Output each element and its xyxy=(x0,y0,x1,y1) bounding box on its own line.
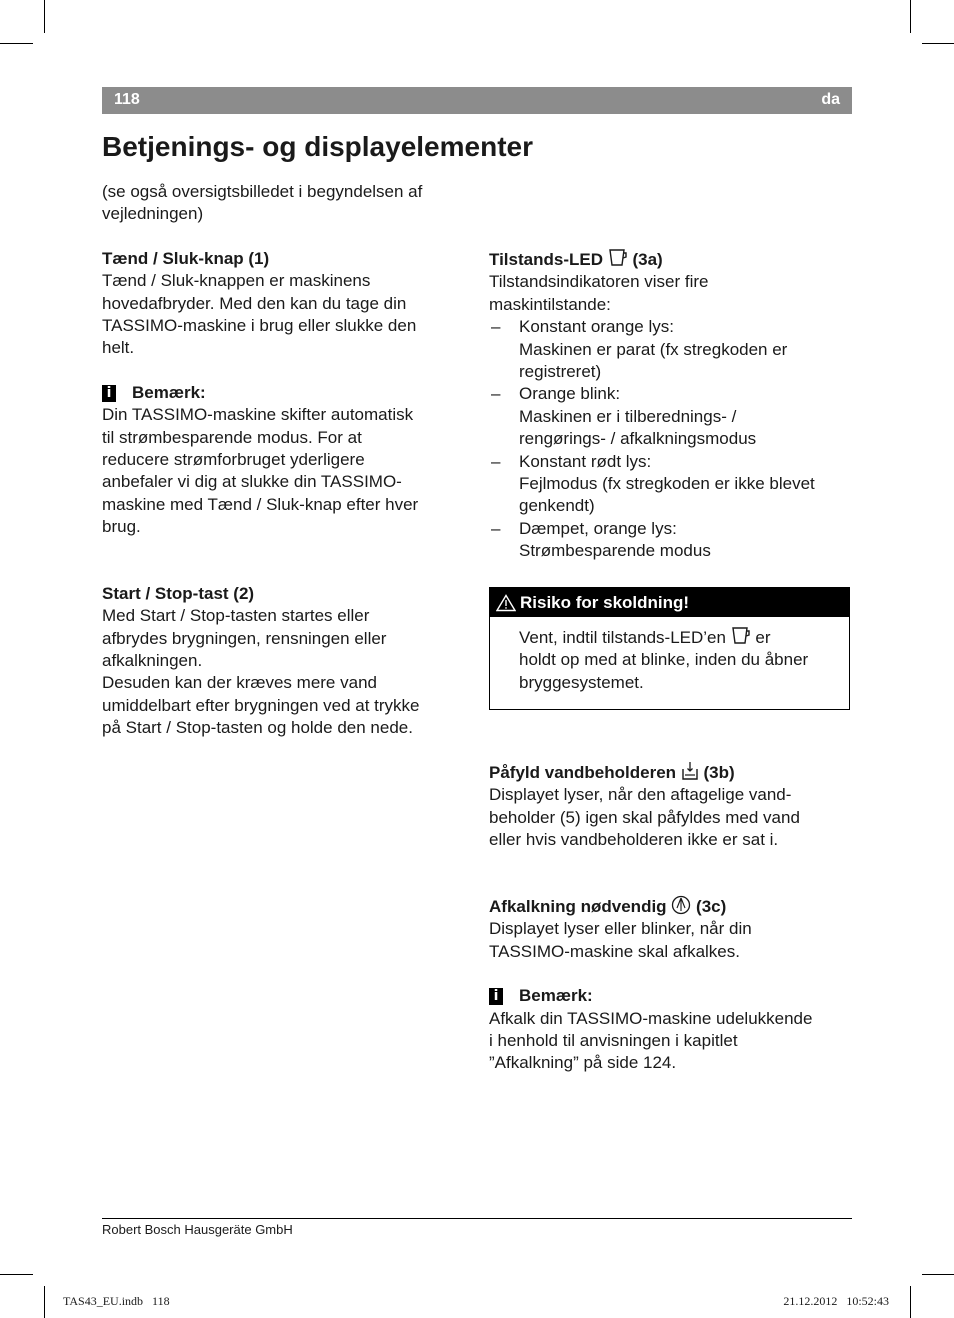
start-stop-heading: Start / Stop-tast (2) xyxy=(102,583,255,603)
scald-warning-box xyxy=(489,587,850,710)
footer-company: Robert Bosch Hausgeräte GmbH xyxy=(102,1222,293,1237)
note-text: Din TASSIMO-maskine skifter automatisk til strømbesparende modus. For at reducere strømforbruget yderligere anbefaler vi dig at slukke din TASSIMO- maskine med Tænd / Sluk-knap efter hver brug. xyxy=(102,405,419,537)
list-item: – Orange blink: Maskinen er i tilberednings- / rengørings- / afkalkningsmodus xyxy=(491,384,757,449)
print-slug-file: TAS43_EU.indb 118 xyxy=(63,1294,170,1308)
crop-mark xyxy=(922,43,954,44)
water-tank-icon xyxy=(681,761,699,781)
led-text: Tilstandsindikatoren viser fire maskintilstande: xyxy=(489,272,709,314)
list-item: – Konstant rødt lys: Fejlmodus (fx stregkoden er ikke blevet genkendt) xyxy=(491,451,815,516)
crop-mark xyxy=(44,1286,45,1318)
info-icon: i xyxy=(102,385,116,402)
crop-mark xyxy=(922,1274,954,1275)
led-heading: Tilstands-LED (3a) xyxy=(489,250,663,269)
start-stop-text: Med Start / Stop-tasten startes eller afbrydes brygningen, rensningen eller afkalkningen. Desuden kan der kræves mere vand umiddelbart efter brygningen ved at trykke på Start / Stop-tasten og holde den nede. xyxy=(102,606,420,738)
warning-heading: Risiko for skoldning! xyxy=(490,588,849,617)
crop-mark xyxy=(0,43,33,44)
led-state-list xyxy=(489,316,851,562)
list-item: – Dæmpet, orange lys: Strømbesparende modus xyxy=(491,518,711,561)
intro-text: (se også oversigtsbilledet i begyndelsen af vejledningen) xyxy=(102,182,423,224)
led-section xyxy=(489,248,851,563)
water-section xyxy=(489,761,851,852)
power-button-text: Tænd / Sluk-knappen er maskinens hovedafbryder. Med den kan du tage din TASSIMO-maskine i brug eller slukke den helt. xyxy=(102,271,417,358)
descale-section xyxy=(489,895,851,1075)
page-number: 118 xyxy=(114,91,140,108)
crop-mark xyxy=(910,1286,911,1318)
water-text: Displayet lyser, når den aftagelige vand- beholder (5) igen skal påfyldes med vand eller hvis vandbeholderen ikke er sat i. xyxy=(489,785,800,850)
page-header-bar xyxy=(102,87,852,114)
page-title: Betjenings- og displayelementer xyxy=(102,131,533,162)
left-column xyxy=(102,181,472,740)
print-slug-date: 21.12.2012 10:52:43 xyxy=(783,1294,889,1308)
note-heading: i Bemærk: xyxy=(489,985,851,1007)
crop-mark xyxy=(0,1274,33,1275)
info-icon: i xyxy=(489,988,503,1005)
water-heading: Påfyld vandbeholderen (3b) xyxy=(489,763,735,782)
warning-triangle-icon xyxy=(496,594,516,612)
note-heading: i Bemærk: xyxy=(102,382,472,404)
note-text: Afkalk din TASSIMO-maskine udelukkende i henhold til anvisningen i kapitlet ”Afkalkning” på side 124. xyxy=(489,1008,813,1073)
descale-icon xyxy=(671,895,691,915)
descale-text: Displayet lyser eller blinker, når din TASSIMO-maskine skal afkalkes. xyxy=(489,919,752,961)
list-item: – Konstant orange lys: Maskinen er parat (fx stregkoden er registreret) xyxy=(491,317,788,382)
crop-mark xyxy=(44,0,45,33)
language-code: da xyxy=(821,91,840,108)
descale-heading: Afkalkning nødvendig (3c) xyxy=(489,897,727,916)
cup-icon xyxy=(731,626,751,646)
cup-icon xyxy=(608,248,628,268)
power-button-heading: Tænd / Sluk-knap (1) xyxy=(102,248,270,268)
warning-text: Vent, indtil tilstands-LED’en er holdt op med at blinke, inden du åbner bryggesystemet. xyxy=(519,628,809,692)
crop-mark xyxy=(910,0,911,33)
footer-rule xyxy=(102,1218,852,1219)
